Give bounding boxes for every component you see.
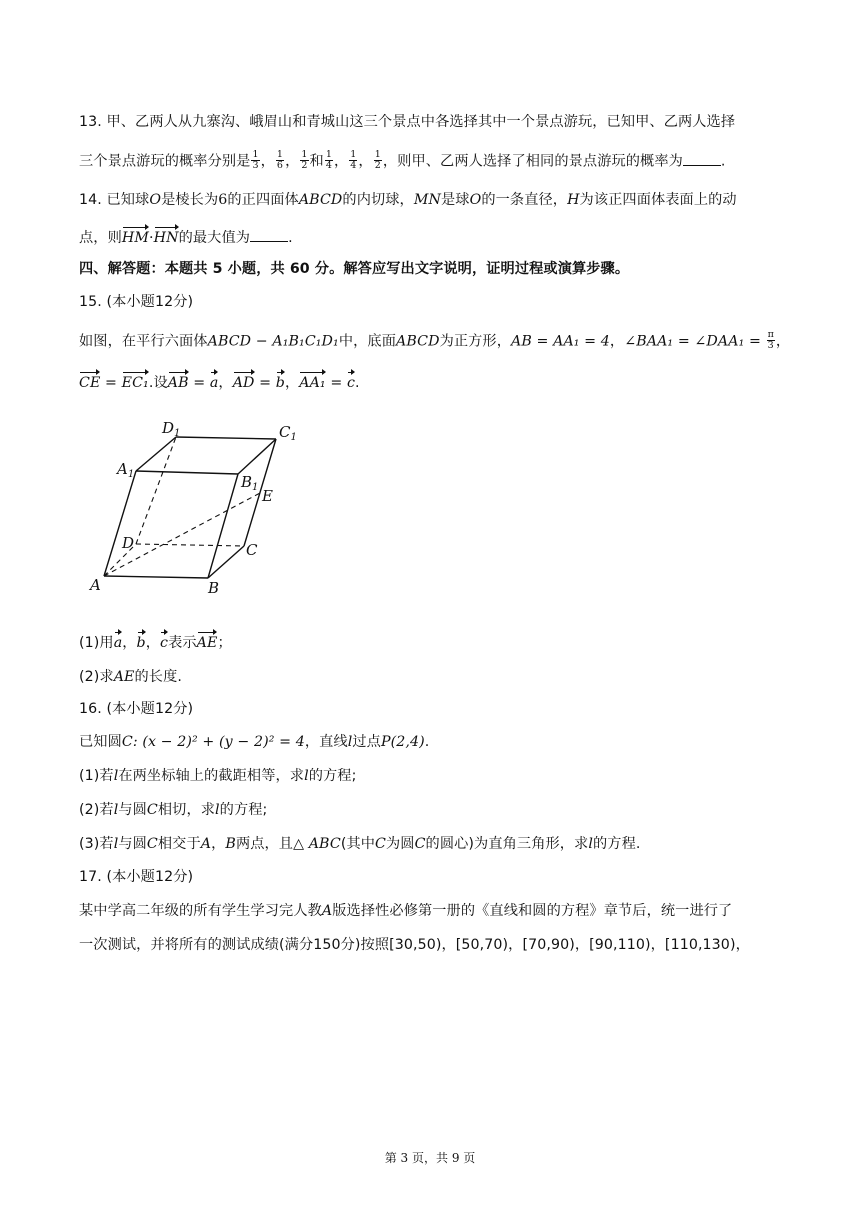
q16-header: 16. (本小题12分) <box>79 701 194 717</box>
label-c: C <box>246 541 258 559</box>
edge-a1-d1 <box>136 437 176 471</box>
q14-line1: 14. 已知球O是棱长为6的正四面体ABCD的内切球，MN是球O的一条直径，H为该正四面体表面上的动 <box>79 192 737 208</box>
vector-ae: AE <box>197 630 218 653</box>
fraction-1-2: $\frac{1}{2}$ <box>301 149 308 171</box>
page-footer: 第 3 页，共 9 页 <box>384 1151 476 1165</box>
fraction-1-4b: $\frac{1}{4}$ <box>350 149 357 171</box>
vector-a: a <box>210 370 219 393</box>
vector-c: c <box>160 630 168 653</box>
q15-line1: 如图，在平行六面体ABCD − A₁B₁C₁D₁中，底面ABCD为正方形，AB = AA₁ = 4，∠BAA₁ = ∠DAA₁ = $\frac{\pi}{3}$ ， <box>79 329 791 351</box>
q15-part1: (1)用a，b，c表示AE； <box>79 630 232 653</box>
label-c1: $C_1$ <box>279 423 297 443</box>
label-a: A <box>90 576 101 594</box>
edge-b-c <box>208 546 244 578</box>
q16-part3: (3)若l与圆C相交于A，B两点，且△ ABC(其中C为圆C的圆心)为直角三角形，求l的方程. <box>79 836 641 852</box>
vector-ad: AD <box>233 370 255 393</box>
label-b: B <box>208 579 220 597</box>
vector-ce: CE <box>79 370 100 393</box>
label-d: D <box>122 534 135 552</box>
label-e: E <box>262 487 273 505</box>
vector-b: b <box>137 630 146 653</box>
q15-part2: (2)求AE的长度. <box>79 669 182 685</box>
vector-ab: AB <box>168 370 189 393</box>
edge-a-b <box>104 576 208 578</box>
q16-part1: (1)若l在两坐标轴上的截距相等，求l的方程; <box>79 768 357 784</box>
q14-line2: 点，则HM·HN的最大值为 . <box>79 225 293 248</box>
fraction-1-2b: $\frac{1}{2}$ <box>374 149 381 171</box>
answer-blank <box>683 153 721 166</box>
label-d1: $D_1$ <box>162 419 181 439</box>
q16-line1: 已知圆C: (x − 2)² + (y − 2)² = 4，直线l过点P(2,4). <box>79 734 430 750</box>
vector-aa1: AA₁ <box>299 370 325 393</box>
label-a1: $A_1$ <box>117 460 135 480</box>
vector-b: b <box>276 370 285 393</box>
label-b1: $B_1$ <box>241 473 259 493</box>
fraction-1-4: $\frac{1}{4}$ <box>325 149 332 171</box>
answer-blank <box>250 229 288 242</box>
vector-ec1: EC₁ <box>122 370 149 393</box>
q16-part2: (2)若l与圆C相切，求l的方程; <box>79 802 268 818</box>
fraction-1-3: $\frac{1}{3}$ <box>252 149 259 171</box>
section-heading: 四、解答题：本题共 5 小题，共 60 分。解答应写出文字说明，证明过程或演算步骤。 <box>79 261 630 277</box>
fraction-pi-3: $\frac{\pi}{3}$ <box>767 329 774 351</box>
edge-d-d1 <box>136 437 176 544</box>
q15-header: 15. (本小题12分) <box>79 294 194 310</box>
vector-hm: HM <box>122 225 149 248</box>
vector-c: c <box>347 370 355 393</box>
vector-hn: HN <box>154 225 179 248</box>
q17-header: 17. (本小题12分) <box>79 869 194 885</box>
fraction-1-6: $\frac{1}{6}$ <box>276 149 284 171</box>
edge-b-b1 <box>208 474 238 578</box>
edge-d1-c1 <box>176 437 276 439</box>
q17-line2: 一次测试，并将所有的测试成绩(满分150分)按照[30,50)，[50,70)，[70,90)，[90,110)，[110,130)， <box>79 937 750 953</box>
q17-line1: 某中学高二年级的所有学生学习完人教A版选择性必修第一册的《直线和圆的方程》章节后，统一进行了 <box>79 903 733 919</box>
edge-d-c <box>136 544 244 546</box>
q13-line1: 13. 甲、乙两人从九寨沟、峨眉山和青城山这三个景点中各选择其中一个景点游玩，已知甲、乙两人选择 <box>79 114 736 130</box>
q15-line2: CE = EC₁.设AB = a，AD = b，AA₁ = c. <box>79 370 360 393</box>
q13-line2: 三个景点游玩的概率分别是 $\frac{1}{3}$ ， $\frac{1}{6}$ ， $\frac{1}{2}$ 和 $\frac{1}{4}$ ， $\frac{1}{4}$ ， $\frac{1}{2}$ ，则甲、乙两人选择了相同的景点游玩的概率为 . <box>79 149 726 171</box>
vector-a: a <box>114 630 123 653</box>
parallelepiped-figure <box>86 415 326 605</box>
edge-b1-a1 <box>136 471 238 474</box>
